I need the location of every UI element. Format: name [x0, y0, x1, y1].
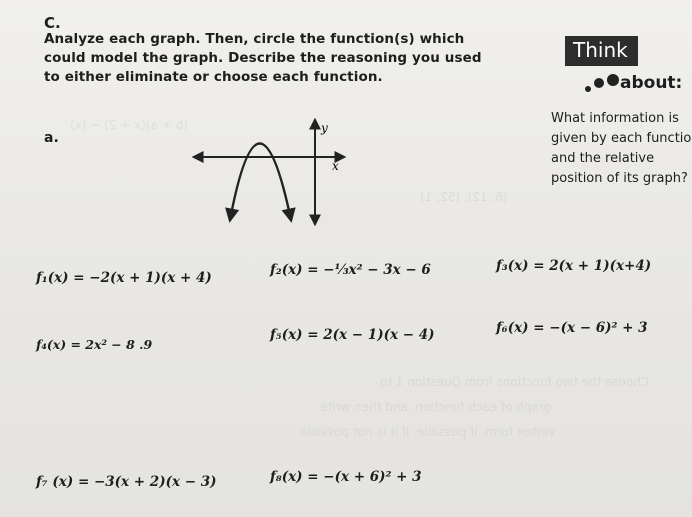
- function-f7[interactable]: f₇ (x) = −3(x + 2)(x − 3): [36, 474, 217, 490]
- thought-dot: [607, 74, 619, 86]
- instructions-text: Analyze each graph. Then, circle the function(s) which could model the graph. Describe the reasoning you used to either eliminate or choose each function.: [44, 31, 482, 85]
- function-f4[interactable]: f₄(x) = 2x² − 8 .9: [36, 337, 153, 352]
- function-f3[interactable]: f₃(x) = 2(x + 1)(x+4): [496, 258, 652, 274]
- parabola-curve: [230, 144, 291, 221]
- think-question-line: and the relative: [551, 151, 655, 166]
- thought-dot: [594, 78, 604, 88]
- about-label: about:: [620, 73, 683, 93]
- think-question-line: What information is: [551, 111, 679, 126]
- think-question-line: position of its graph?: [551, 171, 688, 186]
- think-question: [551, 109, 692, 189]
- bleed-through-text: vertex form, if possible. If it is not possible: [300, 425, 556, 439]
- think-question-line: given by each functio: [551, 131, 692, 146]
- bleed-through-text: Choose the two functions from Question 1 to: [380, 375, 650, 389]
- function-f5[interactable]: f₅(x) = 2(x − 1)(x − 4): [270, 327, 435, 343]
- function-f6[interactable]: f₆(x) = −(x − 6)² + 3: [496, 320, 648, 336]
- function-f1[interactable]: f₁(x) = −2(x + 1)(x + 4): [36, 270, 212, 286]
- bleed-through-text: (6, 12), (52, 1): [420, 190, 508, 204]
- part-label: a.: [44, 130, 59, 146]
- y-axis-label: y: [321, 121, 328, 135]
- thought-dot: [585, 86, 591, 92]
- function-f8[interactable]: f₈(x) = −(x + 6)² + 3: [270, 469, 422, 485]
- section-letter: C.: [44, 14, 61, 32]
- bleed-through-text: graph of each function, and then write: [320, 400, 552, 414]
- bleed-through-text: (b + a)(x + 2) − (x): [70, 118, 188, 132]
- parabola-graph: [190, 112, 360, 242]
- x-axis-label: x: [332, 159, 339, 173]
- think-box: Think: [565, 36, 638, 66]
- function-f2[interactable]: f₂(x) = −⅓x² − 3x − 6: [270, 262, 431, 278]
